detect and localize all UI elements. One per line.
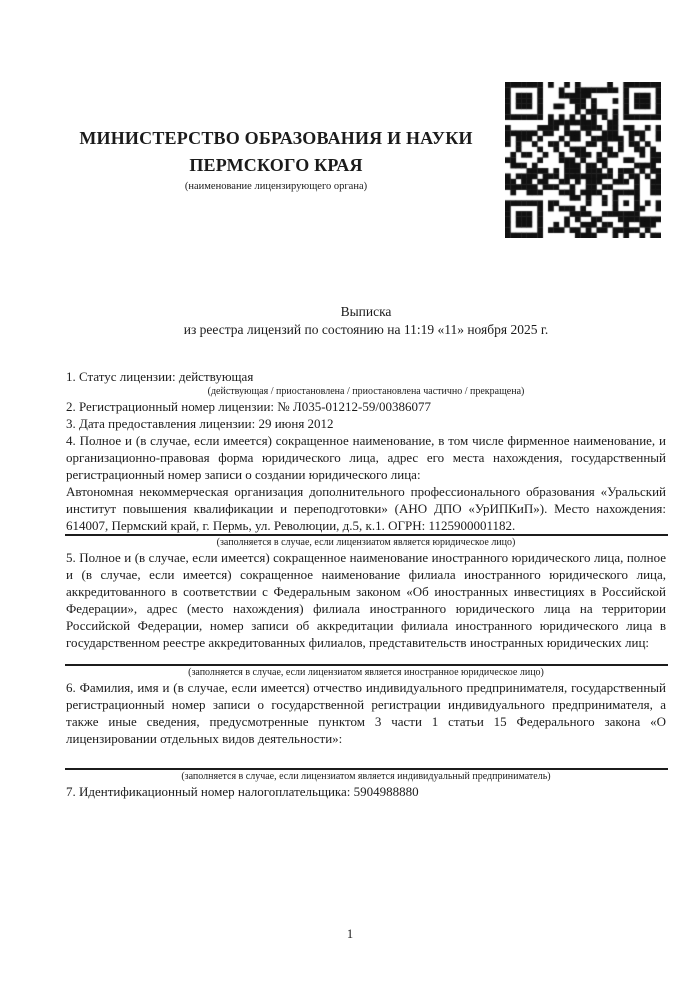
- qr-code: [505, 82, 661, 238]
- taxpayer-number-item: 7. Идентификационный номер налогоплательщика: 5904988880: [66, 784, 419, 799]
- legal-entity-caption: (заполняется в случае, если лицензиатом является юридическое лицо): [216, 537, 516, 548]
- entrepreneur-item: 6. Фамилия, имя и (в случае, если имеется) отчество индивидуального предпринимателя, государственный регистрационный номер записи о государственной регистрации индивидуального предпринимателя, а также иные сведения, предусмотренные пунктом 3 части 1 статьи 15 Федерального закона «О лицензировании отдельных видов деятельности»:: [66, 680, 666, 746]
- extract-body: [66, 368, 666, 800]
- legal-entity-item: 4. Полное и (в случае, если имеется) сокращенное наименование, в том числе фирменное наименование, и организационно-правовая форма юридического лица, адрес его места нахождения, государственный регистрационный номер записи о создании юридического лица:: [66, 433, 666, 482]
- foreign-entity-item: 5. Полное и (в случае, если имеется) сокращенное наименование иностранного юридического лица, полное и (в случае, если имеется) сокращенное наименование филиала иностранного юридического лица, аккредитованного в соответствии с Федеральным законом «Об иностранных инвестициях в Российской Федерации», адрес (место нахождения) филиала иностранного юридического лица на территории Российской Федерации, номер записи об аккредитации филиала иностранного юридического лица в государственном реестре аккредитованных филиалов, представительств иностранных юридических лиц:: [66, 550, 666, 650]
- license-date-item: 3. Дата предоставления лицензии: 29 июня 2012: [66, 416, 334, 431]
- ministry-caption: (наименование лицензирующего органа): [184, 181, 368, 192]
- page-number: 1: [346, 927, 354, 941]
- registration-number-item: 2. Регистрационный номер лицензии: № Л035-01212-59/00386077: [66, 399, 432, 414]
- license-status-caption: (действующая / приостановлена / приостановлена частично / прекращена): [207, 386, 525, 397]
- ministry-name-line2: ПЕРМСКОГО КРАЯ: [189, 155, 363, 175]
- ministry-name-line1: МИНИСТЕРСТВО ОБРАЗОВАНИЯ И НАУКИ: [79, 128, 473, 148]
- extract-subtitle: из реестра лицензий по состоянию на 11:19 «11» ноября 2025 г.: [183, 321, 549, 337]
- extract-title: Выписка: [340, 304, 392, 319]
- entrepreneur-caption: (заполняется в случае, если лицензиатом является индивидуальный предприниматель): [181, 771, 551, 782]
- foreign-entity-caption: (заполняется в случае, если лицензиатом является иностранное юридическое лицо): [188, 667, 544, 678]
- license-status-item: 1. Статус лицензии: действующая: [66, 369, 254, 384]
- legal-entity-value: Автономная некоммерческая организация дополнительного профессионального образования «Уральский институт повышения квалификации и переподготовки» (АНО ДПО «УрИПКиП»). Место нахождения: 614007, Пермский край, г. Пермь, ул. Революции, д.5, к.1. ОГРН: 1125900001182.: [66, 484, 666, 533]
- ministry-header: [66, 125, 486, 193]
- extract-title-block: [66, 303, 666, 338]
